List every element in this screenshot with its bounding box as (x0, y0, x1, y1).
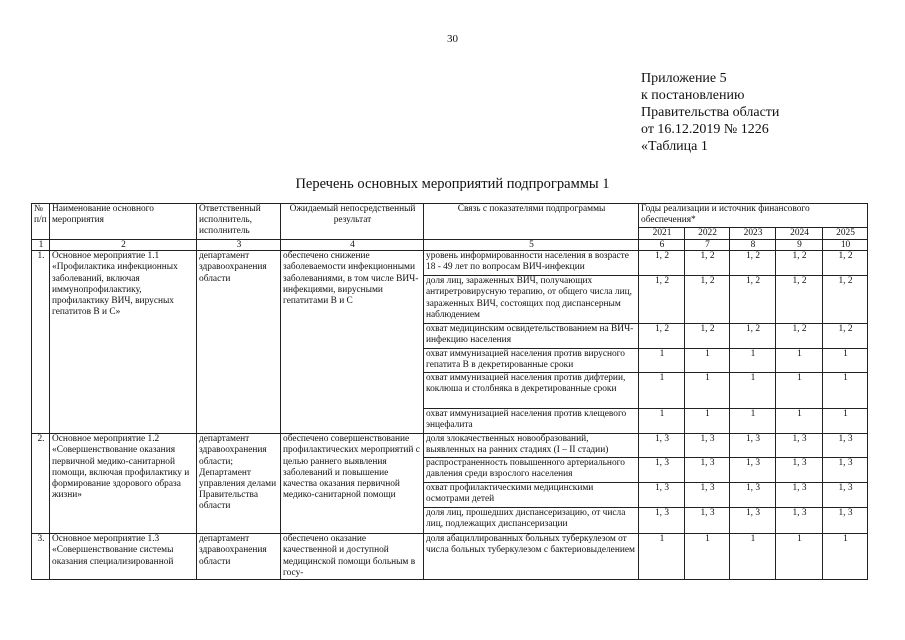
indicator-text: охват иммунизацией населения против дифтерии, коклюша и столбняка в декретированные сроки (424, 373, 639, 409)
indicator-value: 1 (685, 409, 730, 434)
indicator-value: 1, 3 (776, 508, 823, 534)
indicator-value: 1, 3 (823, 508, 868, 534)
indicator-value: 1 (776, 409, 823, 434)
indicator-value: 1 (639, 349, 685, 373)
table-row (32, 534, 868, 580)
indicator-text: доля лиц, прошедших диспансеризацию, от числа лиц, подлежащих диспансеризации (424, 508, 639, 534)
indicator-text: доля абациллированных больных туберкулезом от числа больных туберкулезом с бактериовыделением (424, 534, 639, 580)
indicator-value: 1, 2 (730, 276, 776, 324)
row-name: Основное мероприятие 1.2 «Совершенствование оказания первичной медико-санитарной помощи, включая профилактику и формирование здорового образа жизни» (50, 434, 197, 534)
indicator-value: 1, 3 (776, 483, 823, 508)
indicator-value: 1, 3 (639, 458, 685, 483)
indicator-value: 1, 3 (685, 483, 730, 508)
column-number: 1 (32, 240, 50, 251)
indicator-value: 1, 2 (776, 251, 823, 276)
indicator-text: уровень информированности населения в возрасте 18 - 49 лет по вопросам ВИЧ-инфекции (424, 251, 639, 276)
indicator-value: 1, 3 (823, 483, 868, 508)
column-number: 8 (730, 240, 776, 251)
indicator-value: 1, 2 (730, 251, 776, 276)
row-num: 1. (32, 251, 50, 434)
indicator-value: 1 (685, 373, 730, 409)
indicator-text: охват иммунизацией населения против вирусного гепатита В в декретированные сроки (424, 349, 639, 373)
row-num: 2. (32, 434, 50, 534)
indicator-value: 1, 2 (685, 276, 730, 324)
appendix-line: «Таблица 1 (641, 139, 708, 154)
column-number: 3 (197, 240, 281, 251)
indicator-value: 1, 3 (639, 434, 685, 458)
indicator-value: 1 (730, 373, 776, 409)
appendix-line: от 16.12.2019 № 1226 (641, 122, 769, 137)
indicator-value: 1, 3 (823, 434, 868, 458)
indicator-value: 1, 2 (776, 276, 823, 324)
header-year: 2023 (730, 228, 776, 240)
indicator-value: 1, 3 (639, 483, 685, 508)
column-number: 4 (281, 240, 424, 251)
indicator-value: 1 (730, 409, 776, 434)
indicator-value: 1 (776, 373, 823, 409)
indicator-value: 1, 3 (823, 458, 868, 483)
indicator-value: 1, 2 (823, 324, 868, 349)
header-year: 2024 (776, 228, 823, 240)
indicator-value: 1 (685, 534, 730, 580)
header-year: 2022 (685, 228, 730, 240)
column-number: 10 (823, 240, 868, 251)
indicator-text: охват профилактическими медицинскими осмотрами детей (424, 483, 639, 508)
indicator-text: охват иммунизацией населения против клещевого энцефалита (424, 409, 639, 434)
indicator-value: 1 (776, 349, 823, 373)
indicator-value: 1, 2 (639, 276, 685, 324)
row-name: Основное мероприятие 1.1 «Профилактика инфекционных заболеваний, включая иммунопрофилактику, профилактику ВИЧ, вирусных гепатитов В и С» (50, 251, 197, 434)
indicator-value: 1, 3 (776, 434, 823, 458)
indicator-value: 1 (730, 349, 776, 373)
indicator-value: 1, 3 (685, 434, 730, 458)
measures-table (31, 203, 868, 580)
column-number: 5 (424, 240, 639, 251)
indicator-value: 1 (776, 534, 823, 580)
header-name: Наименование основного мероприятия (50, 204, 197, 240)
indicator-text: охват медицинским освидетельствованием на ВИЧ-инфекцию населения (424, 324, 639, 349)
appendix-line: Правительства области (641, 105, 780, 120)
indicator-value: 1 (823, 409, 868, 434)
row-result: обеспечено снижение заболеваемости инфекционными заболеваниями, в том числе ВИЧ-инфекциями, вирусными гепатитами В и С (281, 251, 424, 434)
indicator-value: 1, 3 (639, 508, 685, 534)
indicator-value: 1, 3 (685, 508, 730, 534)
row-result: обеспечено совершенствование профилактических мероприятий с целью раннего выявления заболеваний и повышение качества оказания первичной медико-санитарной помощи (281, 434, 424, 534)
indicator-value: 1 (823, 534, 868, 580)
indicator-value: 1, 3 (776, 458, 823, 483)
header-year: 2025 (823, 228, 868, 240)
appendix-block (641, 70, 779, 155)
indicator-value: 1, 2 (823, 276, 868, 324)
indicator-value: 1, 3 (730, 508, 776, 534)
column-number: 9 (776, 240, 823, 251)
indicator-value: 1, 2 (823, 251, 868, 276)
header-year: 2021 (639, 228, 685, 240)
header-indicators: Связь с показателями подпрограммы (424, 204, 639, 240)
indicator-value: 1, 2 (685, 324, 730, 349)
row-num: 3. (32, 534, 50, 580)
indicator-text: распространенность повышенного артериального давления среди взрослого населения (424, 458, 639, 483)
indicator-value: 1 (639, 409, 685, 434)
indicator-value: 1, 3 (730, 483, 776, 508)
indicator-text: доля лиц, зараженных ВИЧ, получающих антиретровирусную терапию, от общего числа лиц, зараженных ВИЧ, состоящих под диспансерным наблюдением (424, 276, 639, 324)
column-number: 2 (50, 240, 197, 251)
indicator-value: 1, 2 (776, 324, 823, 349)
indicator-value: 1, 3 (685, 458, 730, 483)
indicator-value: 1 (730, 534, 776, 580)
row-result: обеспечено оказание качественной и доступной медицинской помощи больным в госу- (281, 534, 424, 580)
indicator-value: 1, 2 (685, 251, 730, 276)
indicator-text: доля злокачественных новообразований, выявленных на ранних стадиях (I – II стадии) (424, 434, 639, 458)
row-executor: департамент здравоохранения области; Департамент управления делами Правительства области (197, 434, 281, 534)
indicator-value: 1 (639, 534, 685, 580)
table-row (32, 251, 868, 276)
page-number: 30 (447, 33, 458, 45)
row-executor: департамент здравоохранения области (197, 251, 281, 434)
indicator-value: 1, 3 (730, 458, 776, 483)
header-years: Годы реализации и источник финансового обеспечения* (639, 204, 868, 228)
column-number: 6 (639, 240, 685, 251)
indicator-value: 1 (823, 373, 868, 409)
row-executor: департамент здравоохранения области (197, 534, 281, 580)
table-title: Перечень основных мероприятий подпрограммы 1 (295, 176, 610, 192)
indicator-value: 1, 3 (730, 434, 776, 458)
column-number: 7 (685, 240, 730, 251)
indicator-value: 1 (685, 349, 730, 373)
indicator-value: 1 (639, 373, 685, 409)
row-name: Основное мероприятие 1.3 «Совершенствование системы оказания специализированной (50, 534, 197, 580)
indicator-value: 1, 2 (639, 251, 685, 276)
appendix-line: к постановлению (641, 88, 745, 103)
appendix-line: Приложение 5 (641, 71, 727, 86)
header-executor: Ответственный исполнитель, исполнитель (197, 204, 281, 240)
table-row (32, 434, 868, 458)
indicator-value: 1 (823, 349, 868, 373)
indicator-value: 1, 2 (639, 324, 685, 349)
header-result: Ожидаемый непосредственный результат (281, 204, 424, 240)
header-num: № п/п (32, 204, 50, 240)
indicator-value: 1, 2 (730, 324, 776, 349)
